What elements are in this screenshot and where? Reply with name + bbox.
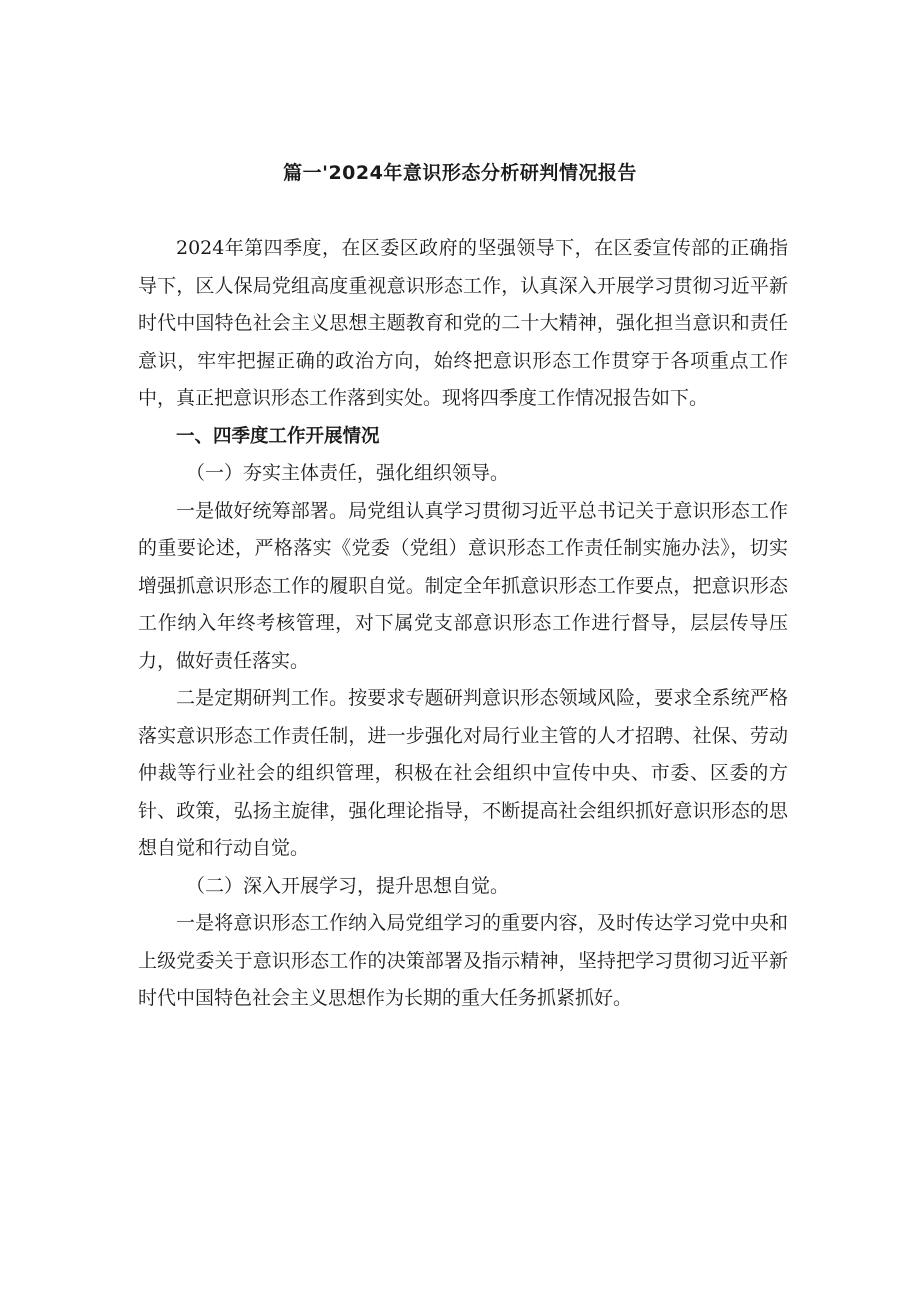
- body-paragraph: 一是将意识形态工作纳入局党组学习的重要内容，及时传达学习党中央和上级党委关于意识形态工作的决策部署及指示精神，坚持把学习贯彻习近平新时代中国特色社会主义思想作为长期的重大任务抓紧抓好。: [138, 912, 788, 1009]
- subsection-heading-1: （一）夯实主体责任，强化组织领导。: [186, 462, 510, 484]
- body-paragraph: 一是做好统筹部署。局党组认真学习贯彻习近平总书记关于意识形态工作的重要论述，严格落实《党委（党组）意识形态工作责任制实施办法》，切实增强抓意识形态工作的履职自觉。制定全年抓意识形态工作要点，把意识形态工作纳入年终考核管理，对下属党支部意识形态工作进行督导，层层传导压力，做好责任落实。: [138, 499, 788, 672]
- body-paragraph: 二是定期研判工作。按要求专题研判意识形态领域风险，要求全系统严格落实意识形态工作责任制，进一步强化对局行业主管的人才招聘、社保、劳动仲裁等行业社会的组织管理，积极在社会组织中宣传中央、市委、区委的方针、政策，弘扬主旋律，强化理论指导，不断提高社会组织抓好意识形态的思想自觉和行动自觉。: [138, 687, 788, 859]
- intro-paragraph: 2024年第四季度，在区委区政府的坚强领导下，在区委宣传部的正确指导下，区人保局党组高度重视意识形态工作，认真深入开展学习贯彻习近平新时代中国特色社会主义思想主题教育和党的二十大精神，强化担当意识和责任意识，牢牢把握正确的政治方向，始终把意识形态工作贯穿于各项重点工作中，真正把意识形态工作落到实处。现将四季度工作情况报告如下。: [138, 237, 788, 409]
- subsection-heading-2: （二）深入开展学习，提升思想自觉。: [186, 874, 510, 897]
- section-heading-1: 一、四季度工作开展情况: [176, 425, 380, 447]
- document-title: 篇一'2024年意识形态分析研判情况报告: [283, 162, 637, 184]
- document-body: [138, 230, 788, 1018]
